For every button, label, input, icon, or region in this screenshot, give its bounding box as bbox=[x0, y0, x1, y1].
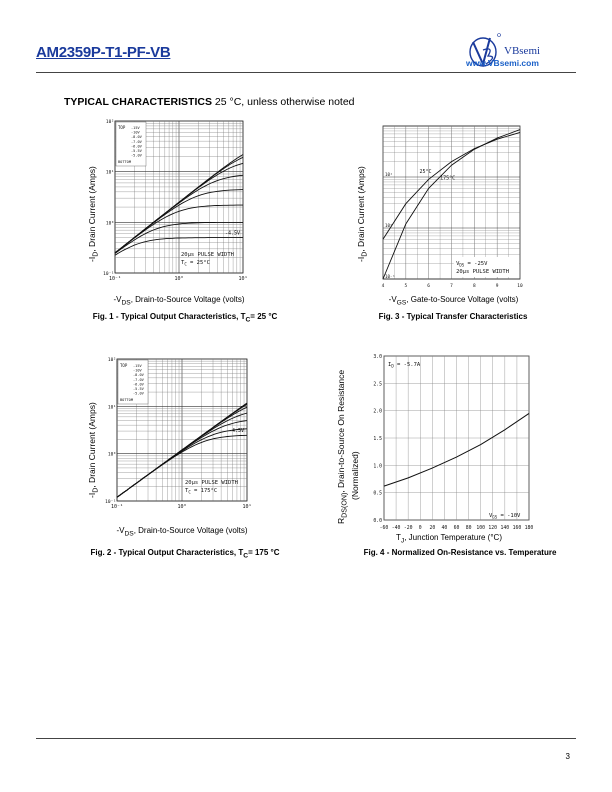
fig3-ylabel: $-I_D$, Drain Current (Amps) bbox=[356, 166, 369, 262]
section-title: TYPICAL CHARACTERISTICS bbox=[64, 96, 212, 108]
legend-bottom: BOTTOM bbox=[118, 160, 131, 164]
legend-item: -10V bbox=[133, 368, 142, 373]
x-tick-label: 120 bbox=[488, 526, 498, 531]
page-number: 3 bbox=[565, 752, 570, 761]
pulse-note: 20μs PULSE WIDTH bbox=[185, 480, 238, 486]
label-25c: 25°C bbox=[419, 168, 432, 175]
id-note: $I_D = -5.7A$ bbox=[388, 362, 421, 369]
x-tick-label: 100 bbox=[476, 526, 486, 531]
legend-top: TOP bbox=[120, 363, 128, 368]
fig3-caption: Fig. 3 - Typical Transfer Characteristics bbox=[378, 312, 528, 321]
label-175c: 175°C bbox=[440, 175, 456, 182]
legend-item: -6.0V bbox=[133, 382, 144, 387]
fig3-xlabel: $-V_{GS}$, Gate-to-Source Voltage (volts) bbox=[388, 295, 519, 307]
x-tick-label: 0 bbox=[418, 526, 422, 531]
legend-item: -5.0V bbox=[131, 153, 142, 158]
y-tick-label: 10⁰ bbox=[385, 223, 393, 228]
section-subtitle: 25 °C, unless otherwise noted bbox=[214, 96, 355, 108]
y-tick-label: 3.0 bbox=[373, 355, 382, 360]
legend-item: -7.0V bbox=[131, 139, 142, 144]
y-tick-label: 10⁰ bbox=[107, 452, 116, 458]
pulse-note: 20μs PULSE WIDTH bbox=[181, 252, 234, 258]
x-tick-label: 80 bbox=[465, 526, 472, 531]
y-tick-label: 1.5 bbox=[373, 437, 382, 442]
x-tick-label: 140 bbox=[500, 526, 510, 531]
temp-note: $T_C = 25^\circ C$ bbox=[181, 260, 210, 267]
legend-top: TOP bbox=[118, 125, 126, 130]
y-tick-label: 10⁰ bbox=[105, 221, 114, 227]
fig1-xlabel: $-V_{DS}$, Drain-to-Source Voltage (volts) bbox=[113, 295, 245, 307]
legend-bottom: BOTTOM bbox=[120, 398, 133, 402]
x-tick-label: 10¹ bbox=[242, 504, 252, 510]
x-tick-label: 60 bbox=[453, 526, 460, 531]
legend-item: -5.5V bbox=[131, 149, 142, 153]
temp-note: $T_C = 175^\circ C$ bbox=[185, 488, 218, 495]
x-tick-label: 5 bbox=[404, 284, 408, 289]
fig1-caption: Fig. 1 - Typical Output Characteristics, $T_C= 25$ °C bbox=[92, 312, 278, 324]
x-tick-label: -40 bbox=[391, 526, 401, 531]
y-tick-label: 0.5 bbox=[373, 491, 382, 497]
y-tick-label: 10¹ bbox=[105, 170, 114, 176]
x-tick-label: 10¹ bbox=[238, 276, 248, 282]
fig4-ylabel: $R_{DS(ON)}$, Drain-to-Source On Resistance bbox=[336, 369, 349, 524]
x-tick-label: 7 bbox=[450, 284, 453, 289]
x-tick-label: 4 bbox=[381, 284, 385, 289]
part-number: AM2359P-T1-PF-VB bbox=[36, 44, 171, 61]
vgs-note: $V_{GS} = -10V$ bbox=[489, 513, 521, 520]
y-tick-label: 10² bbox=[105, 120, 114, 125]
x-tick-label: 6 bbox=[427, 284, 431, 289]
x-tick-label: -60 bbox=[379, 526, 389, 531]
fig3-chart bbox=[383, 124, 524, 289]
y-tick-label: 10⁻¹ bbox=[105, 500, 116, 505]
x-tick-label: 10⁰ bbox=[174, 276, 184, 282]
fig4-chart bbox=[364, 350, 534, 532]
brand-name: VBsemi bbox=[504, 45, 541, 57]
pulse-note: 20μs PULSE WIDTH bbox=[456, 269, 510, 275]
section-heading bbox=[64, 96, 355, 108]
brand-url[interactable]: www.VBsemi.com bbox=[466, 58, 539, 68]
x-tick-label: 9 bbox=[495, 284, 499, 289]
legend-item: -8.0V bbox=[133, 373, 144, 378]
x-tick-label: 10 bbox=[517, 284, 523, 289]
footer-rule bbox=[36, 738, 576, 739]
x-tick-label: 10⁻¹ bbox=[108, 276, 122, 282]
legend-item: -6.0V bbox=[131, 144, 142, 149]
y-tick-label: 2.0 bbox=[373, 409, 382, 415]
legend-item: -5.5V bbox=[133, 387, 144, 391]
y-tick-label: 10⁻¹ bbox=[103, 272, 114, 277]
y-tick-label: 10¹ bbox=[107, 405, 116, 411]
legend-item: -15V bbox=[133, 364, 142, 368]
fig2-xlabel: $-V_{DS}$, Drain-to-Source Voltage (volts) bbox=[116, 526, 248, 538]
legend-item: -7.0V bbox=[133, 377, 144, 382]
fig2-chart bbox=[105, 355, 252, 517]
fig1-ylabel: $-I_D$, Drain Current (Amps) bbox=[87, 166, 100, 262]
x-tick-label: 40 bbox=[441, 526, 448, 531]
fig4-xlabel: $T_J$, Junction Temperature (°C) bbox=[396, 533, 502, 545]
header-rule bbox=[36, 72, 576, 73]
fig1-chart bbox=[103, 117, 248, 289]
x-tick-label: 10⁻¹ bbox=[110, 504, 124, 510]
y-tick-label: 10² bbox=[107, 358, 116, 363]
y-tick-label: 10⁻¹ bbox=[385, 274, 396, 279]
y-tick-label: 0.0 bbox=[373, 519, 382, 524]
x-tick-label: 10⁰ bbox=[177, 504, 187, 510]
fig2-caption: Fig. 2 - Typical Output Characteristics, $T_C= 175$ °C bbox=[90, 548, 280, 560]
x-tick-label: -20 bbox=[403, 526, 413, 531]
x-tick-label: 160 bbox=[512, 526, 522, 531]
curve-label: -4.5V bbox=[225, 230, 241, 237]
legend-item: -10V bbox=[131, 130, 140, 135]
y-tick-label: 10¹ bbox=[385, 172, 393, 177]
y-tick-label: 1.0 bbox=[373, 464, 382, 470]
legend-item: -5.0V bbox=[133, 391, 144, 396]
fig2-ylabel: $-I_D$, Drain Current (Amps) bbox=[87, 402, 100, 498]
legend-item: -15V bbox=[131, 126, 140, 130]
fig4-caption: Fig. 4 - Normalized On-Resistance vs. Temperature bbox=[363, 548, 557, 557]
vds-note: $V_{DS} = -25V$ bbox=[456, 261, 488, 268]
x-tick-label: 20 bbox=[429, 526, 436, 531]
legend-item: -8.0V bbox=[131, 135, 142, 140]
fig4-ylabel-normalized: (Normalized) bbox=[350, 451, 360, 500]
y-tick-label: 2.5 bbox=[373, 382, 382, 388]
x-tick-label: 8 bbox=[472, 284, 476, 289]
curve-label: -4.5V bbox=[229, 427, 245, 434]
x-tick-label: 180 bbox=[524, 526, 534, 531]
